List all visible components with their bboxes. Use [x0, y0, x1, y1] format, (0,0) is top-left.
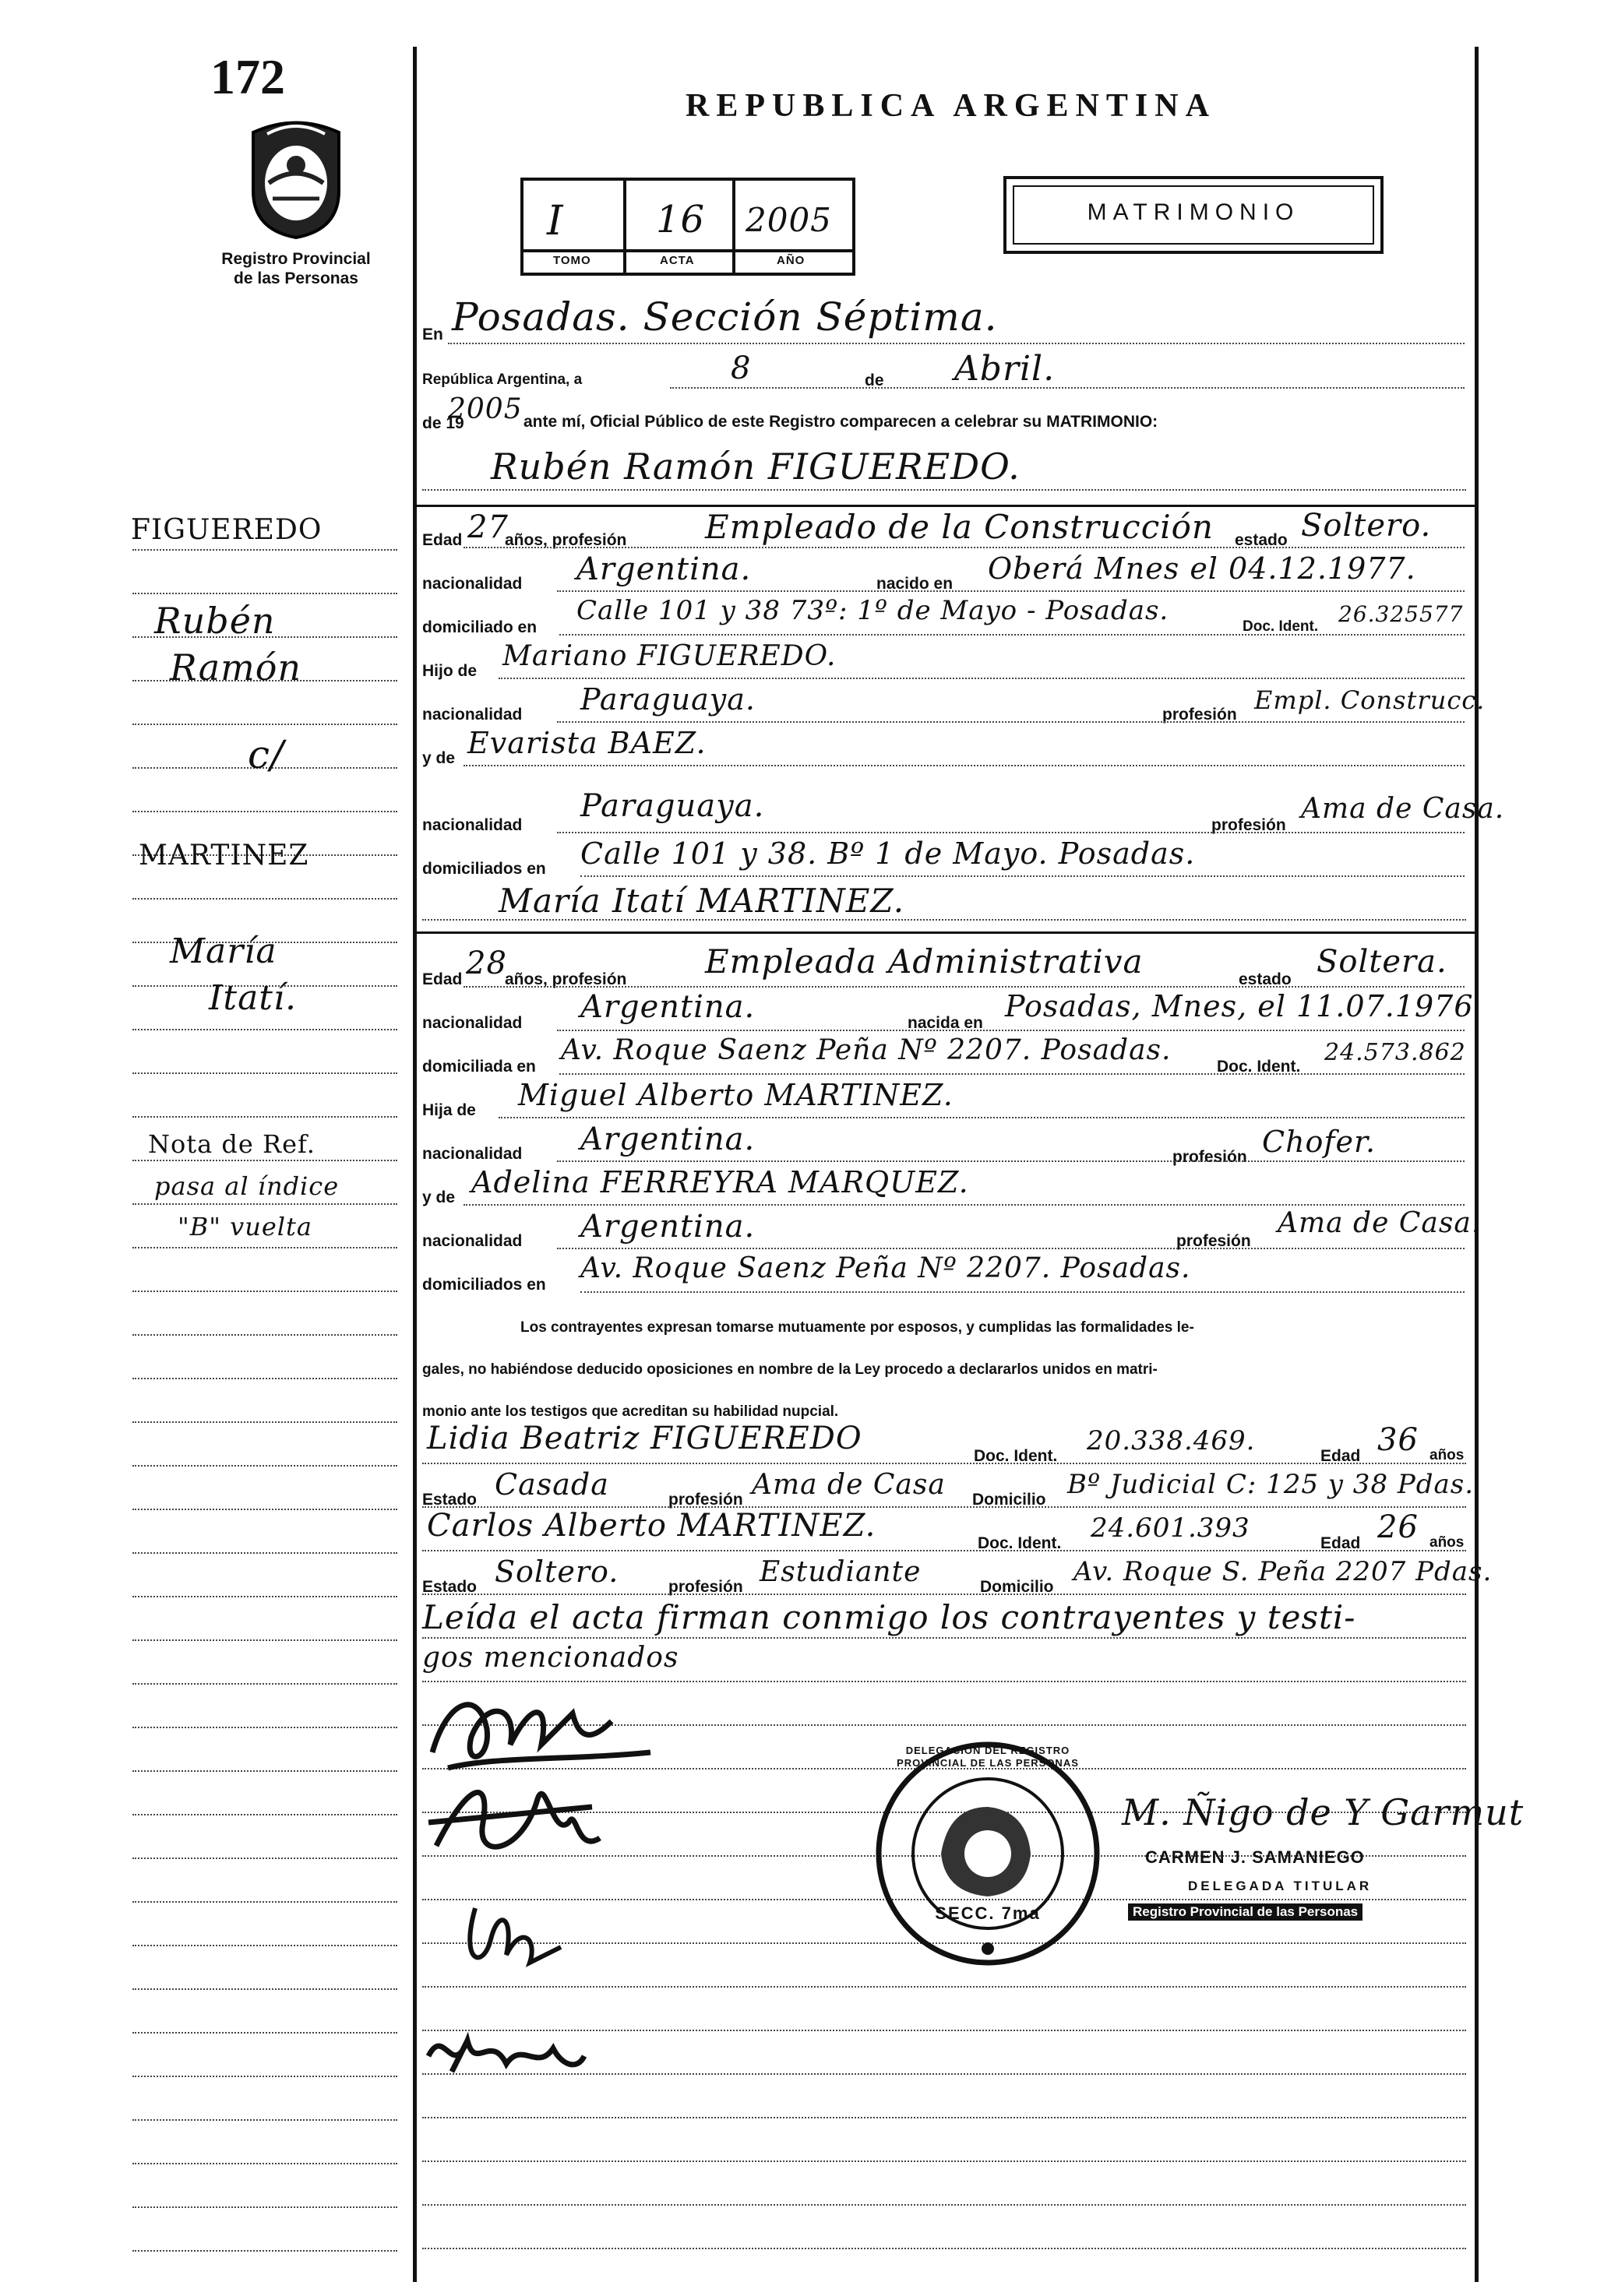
witness-2-prof-label: profesión: [668, 1578, 743, 1596]
groom-doc: 26.325577: [1338, 601, 1464, 627]
margin-ruled-line: [132, 1552, 397, 1554]
bride-nacida-label: nacida en: [908, 1014, 983, 1032]
tomo-label: TOMO: [553, 254, 591, 267]
acta-label: ACTA: [660, 254, 695, 267]
month: Abril.: [954, 349, 1056, 389]
margin-ruled-line: [132, 1596, 397, 1597]
margin-surname-groom: FIGUEREDO: [131, 514, 323, 546]
margin-ruled-line: [132, 811, 397, 812]
witness-1-edad-label: Edad: [1320, 1447, 1361, 1465]
witness-1-address: Bº Judicial C: 125 y 38 Pdas.: [1067, 1469, 1475, 1500]
closing-line2: gos mencionados: [422, 1642, 679, 1674]
groom-doc-label: Doc. Ident.: [1243, 618, 1319, 635]
groom-hijo-label: Hijo de: [422, 662, 478, 680]
margin-ruled-line: [132, 1421, 397, 1423]
groom-father-nat-label: nacionalidad: [422, 706, 523, 724]
margin-ruled-line: [132, 2032, 397, 2034]
bride-parents-address: Av. Roque Saenz Peña Nº 2207. Posadas.: [580, 1252, 1191, 1284]
groom-profession: Empleado de la Construcción: [705, 508, 1214, 546]
groom-civil-status: Soltero.: [1301, 508, 1432, 544]
stamp-center-text: SECC. 7ma: [935, 1903, 1041, 1923]
margin-ruled-line: [132, 1465, 397, 1467]
witness-1-prof-label: profesión: [668, 1491, 743, 1509]
margin-ruled-line: [132, 1901, 397, 1903]
main-ruled-line: [422, 2117, 1466, 2118]
groom-parents-address: Calle 101 y 38. Bº 1 de Mayo. Posadas.: [580, 836, 1196, 871]
margin-ruled-line: [132, 1509, 397, 1510]
groom-mother-prof-label: profesión: [1211, 816, 1286, 834]
margin-ruled-line: [132, 2076, 397, 2077]
bride-anos-label: años, profesión: [505, 970, 627, 988]
bride-father-nationality: Argentina.: [580, 1122, 756, 1157]
official-title: DELEGADA TITULAR: [1188, 1879, 1373, 1893]
registry-name: [179, 249, 413, 288]
document-type-box: [1003, 176, 1384, 254]
groom-nacido-label: nacido en: [876, 575, 954, 593]
official-signature: M. Ñigo de Y Garmut: [1122, 1791, 1525, 1833]
witness-2-edad-label: Edad: [1320, 1534, 1361, 1552]
margin-ruled-line: [132, 724, 397, 725]
year: 2005: [448, 393, 523, 425]
margin-ruled-line: [132, 2250, 397, 2252]
margin-ruled-line: [132, 1770, 397, 1772]
groom-yde-label: y de: [422, 749, 456, 767]
witness-2-anos-label: años: [1429, 1534, 1465, 1551]
day: 8: [731, 350, 752, 386]
groom-father-profession: Empl. Construcc.: [1254, 685, 1486, 715]
margin-ruled-line: [132, 1072, 397, 1074]
main-ruled-line: [422, 1986, 1466, 1988]
witness-1-profession: Ama de Casa: [752, 1469, 946, 1501]
ante-text: ante mí, Oficial Público de este Registro comparecen a celebrar su MATRIMONIO:: [523, 413, 1158, 431]
ano-value: 2005: [746, 201, 832, 239]
right-margin-rule: [1475, 47, 1479, 2282]
main-ruled-line: [422, 2160, 1466, 2162]
place: Posadas. Sección Séptima.: [452, 294, 998, 340]
groom-mother: Evarista BAEZ.: [467, 726, 707, 760]
margin-note-3: "B" vuelta: [178, 1212, 312, 1241]
witness-1-doc-label: Doc. Ident.: [974, 1447, 1058, 1465]
bride-mother-nat-label: nacionalidad: [422, 1232, 523, 1250]
margin-name-bride-1: María: [170, 931, 277, 971]
margin-ruled-line: [132, 898, 397, 900]
closing-line1: Leída el acta firman conmigo los contrayentes y testi-: [422, 1598, 1356, 1636]
de19-label: de 19: [422, 414, 464, 432]
groom-edad-label: Edad: [422, 531, 463, 549]
witness-2-address: Av. Roque S. Peña 2207 Pdas.: [1073, 1556, 1493, 1587]
bride-doc-label: Doc. Ident.: [1217, 1058, 1301, 1076]
witness-2-estado-label: Estado: [422, 1578, 478, 1596]
groom-mother-nat-label: nacionalidad: [422, 816, 523, 834]
republica-label: República Argentina, a: [422, 372, 583, 388]
bride-estado-label: estado: [1239, 970, 1292, 988]
margin-ruled-line: [132, 1029, 397, 1030]
stamp-ring-text: DELEGACIÓN DEL REGISTRO PROVINCIAL DE LAS PERSONAS: [897, 1745, 1079, 1769]
registry-crest-icon: [238, 117, 354, 245]
bride-hija-label: Hija de: [422, 1101, 476, 1119]
declaration-line2: gales, no habiéndose deducido oposiciones en nombre de la Ley procedo a declararlos unidos en matri-: [422, 1361, 1158, 1378]
groom-birth: Oberá Mnes el 04.12.1977.: [988, 551, 1416, 586]
groom-age: 27: [467, 509, 509, 545]
groom-nationality: Argentina.: [576, 551, 752, 587]
margin-ruled-line: [132, 593, 397, 594]
bride-father-prof-label: profesión: [1172, 1148, 1247, 1166]
margin-ruled-line: [132, 1945, 397, 1946]
bride-civil-status: Soltera.: [1317, 944, 1447, 980]
margin-ruled-line: [132, 1727, 397, 1728]
groom-estado-label: estado: [1235, 531, 1288, 549]
witness-2-civil-status: Soltero.: [495, 1555, 619, 1589]
margin-ruled-line: [132, 1814, 397, 1815]
bride-mother-nationality: Argentina.: [580, 1209, 756, 1245]
witness-1-doc: 20.338.469.: [1087, 1425, 1256, 1456]
bride-full-name: María Itatí MARTINEZ.: [499, 882, 905, 920]
bride-nacionalidad-label: nacionalidad: [422, 1014, 523, 1032]
declaration-line1: Los contrayentes expresan tomarse mutuamente por esposos, y cumplidas las formalidades le-: [520, 1319, 1194, 1336]
margin-ruled-line: [132, 1858, 397, 1859]
bride-mother: Adelina FERREYRA MARQUEZ.: [471, 1165, 969, 1199]
bride-father: Miguel Alberto MARTINEZ.: [518, 1078, 954, 1112]
main-ruled-line: [422, 2248, 1466, 2249]
margin-conjunction: c/: [248, 732, 284, 777]
signature-1: [417, 1682, 666, 1780]
page-number: 172: [210, 49, 285, 104]
groom-father-prof-label: profesión: [1162, 706, 1237, 724]
margin-ruled-line: [132, 2119, 397, 2121]
margin-ruled-line: [132, 1988, 397, 1990]
witness-1-civil-status: Casada: [495, 1467, 609, 1502]
signature-2: [421, 1768, 608, 1873]
official-name: CARMEN J. SAMANIEGO: [1145, 1847, 1365, 1867]
en-label: En: [422, 326, 443, 343]
margin-ruled-line: [132, 2206, 397, 2208]
groom-mother-nationality: Paraguaya.: [580, 788, 765, 824]
margin-ruled-line: [132, 1247, 397, 1248]
declaration-line3: monio ante los testigos que acreditan su habilidad nupcial.: [422, 1403, 839, 1420]
bride-edad-label: Edad: [422, 970, 463, 988]
acta-value: 16: [656, 198, 706, 241]
groom-nacionalidad-label: nacionalidad: [422, 575, 523, 593]
groom-anos-label: años, profesión: [505, 531, 627, 549]
groom-full-name: Rubén Ramón FIGUEREDO.: [491, 445, 1021, 488]
groom-father: Mariano FIGUEREDO.: [502, 640, 837, 672]
margin-ruled-line: [132, 1334, 397, 1336]
bride-age: 28: [466, 946, 507, 981]
tomo-value: I: [547, 198, 564, 245]
registry-name-line2: de las Personas: [234, 269, 358, 287]
country-title: REPUBLICA ARGENTINA: [686, 88, 1216, 124]
margin-ruled-line: [132, 549, 397, 551]
witness-2-age: 26: [1377, 1509, 1419, 1545]
margin-name-groom-1: Rubén: [154, 600, 276, 642]
bride-address: Av. Roque Saenz Peña Nº 2207. Posadas.: [561, 1034, 1172, 1066]
ano-label: AÑO: [777, 254, 806, 267]
margin-name-groom-2: Ramón: [170, 646, 302, 688]
bride-mother-prof-label: profesión: [1176, 1232, 1251, 1250]
bride-yde-label: y de: [422, 1188, 456, 1206]
groom-father-nationality: Paraguaya.: [580, 682, 756, 717]
de-label: de: [865, 372, 884, 389]
registry-name-line1: Registro Provincial: [221, 250, 371, 268]
bride-nationality: Argentina.: [580, 989, 756, 1025]
document-type: MATRIMONIO: [1087, 199, 1300, 225]
margin-ruled-line: [132, 1160, 397, 1161]
margin-ruled-line: [132, 1291, 397, 1292]
margin-name-bride-2: Itatí.: [209, 978, 298, 1018]
bride-father-profession: Chofer.: [1262, 1125, 1377, 1159]
official-round-stamp: [871, 1737, 1105, 1974]
bride-father-nat-label: nacionalidad: [422, 1145, 523, 1163]
witness-2-dom-label: Domicilio: [980, 1578, 1054, 1596]
margin-ruled-line: [132, 1639, 397, 1641]
witness-2-doc: 24.601.393: [1091, 1512, 1250, 1544]
bride-doc: 24.573.862: [1324, 1039, 1466, 1066]
groom-mother-profession: Ama de Casa.: [1301, 793, 1505, 825]
witness-2-name: Carlos Alberto MARTINEZ.: [427, 1508, 876, 1544]
margin-ruled-line: [132, 1683, 397, 1685]
margin-surname-bride: MARTINEZ: [139, 840, 309, 872]
witness-2-profession: Estudiante: [760, 1556, 922, 1588]
bride-domicilio-label: domiciliada en: [422, 1058, 536, 1076]
witness-1-anos-label: años: [1429, 1447, 1465, 1463]
margin-ruled-line: [132, 1116, 397, 1118]
margin-ruled-line: [132, 1203, 397, 1205]
tomo-acta-ano-box: [520, 178, 855, 276]
margin-note-2: pasa al índice: [154, 1171, 340, 1201]
margin-ruled-line: [132, 2163, 397, 2164]
signature-4: [421, 2009, 592, 2091]
bride-parents-dom-label: domiciliados en: [422, 1276, 546, 1294]
left-margin-rule: [413, 47, 417, 2282]
witness-2-doc-label: Doc. Ident.: [978, 1534, 1062, 1552]
margin-note-1: Nota de Ref.: [148, 1129, 316, 1159]
official-office: Registro Provincial de las Personas: [1128, 1903, 1362, 1921]
witness-1-dom-label: Domicilio: [972, 1491, 1046, 1509]
bride-mother-profession: Ama de Casa.: [1278, 1207, 1482, 1239]
witness-1-name: Lidia Beatriz FIGUEREDO: [427, 1421, 862, 1456]
groom-address: Calle 101 y 38 73º: 1º de Mayo - Posadas.: [576, 595, 1169, 626]
groom-domicilio-label: domiciliado en: [422, 618, 538, 636]
main-ruled-line: [422, 2204, 1466, 2206]
witness-1-estado-label: Estado: [422, 1491, 478, 1509]
signature-3: [452, 1893, 569, 1982]
groom-parents-dom-label: domiciliados en: [422, 860, 546, 878]
bride-profession: Empleada Administrativa: [705, 942, 1144, 981]
margin-ruled-line: [132, 1378, 397, 1379]
witness-1-age: 36: [1377, 1422, 1419, 1458]
bride-birth: Posadas, Mnes, el 11.07.1976: [1005, 989, 1474, 1023]
